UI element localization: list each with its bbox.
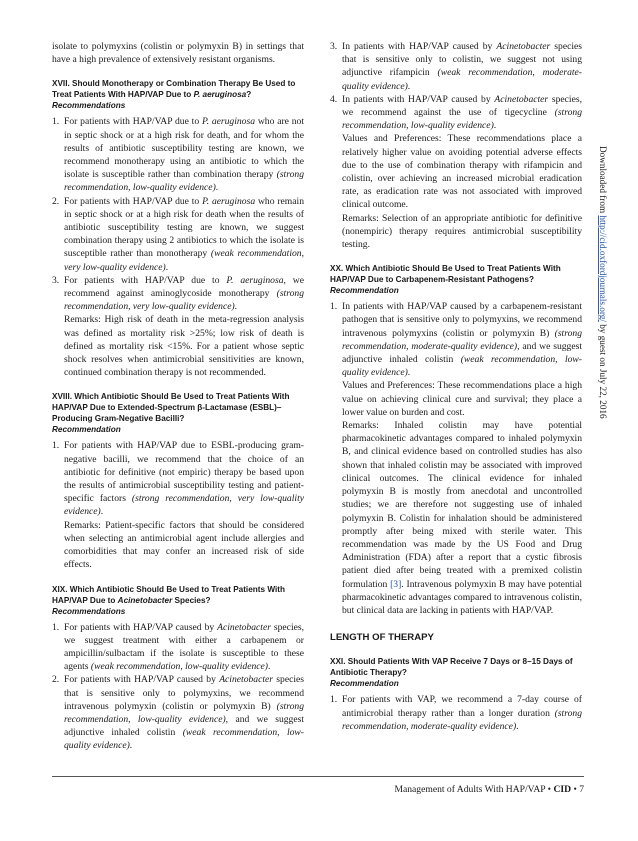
left-column: [52, 40, 304, 753]
footer-bullet: •: [547, 784, 552, 795]
section-21-rec-label: Recommendation: [330, 679, 399, 689]
footer-title: Management of Adults With HAP/VAP: [394, 784, 546, 795]
section-20-rec-label: Recommendation: [330, 286, 399, 296]
section-19-rec-label: Recommendations: [52, 606, 126, 616]
right-column: [330, 40, 582, 733]
section-20-heading: XX. Which Antibiotic Should Be Used to Treat Patients With HAP/VAP Due to Carbapenem-Resistant Pathogens?: [330, 264, 561, 285]
footer-bullet: •: [573, 784, 577, 795]
footer-journal: CID: [553, 784, 572, 795]
rec-item: 3. In patients with HAP/VAP caused by Acinetobacter species that is sensitive only to colistin, we suggest not using adjunctive rifampicin (weak recommendation, moderate-quality evidence).: [330, 41, 582, 92]
length-of-therapy-heading: LENGTH OF THERAPY: [330, 632, 434, 644]
section-19-heading: XIX. Which Antibiotic Should Be Used to Treat Patients With HAP/VAP Due to Acinetobacter Species?: [52, 584, 285, 605]
side-note-pre: Downloaded from: [598, 146, 608, 216]
rec-item: 2. For patients with HAP/VAP due to P. aeruginosa who remain in septic shock or at a high risk for death when the results of antibiotic susceptibility testing are known, we suggest combination therapy using 2 antibiotics to which the isolate is susceptible rather than monotherapy (weak recommendation, very low-quality evidence).: [52, 195, 305, 273]
section-20-remark: Remarks: Inhaled colistin may have potential pharmacokinetic advantages compared to inhaled polymyxin B, and clinical evidence based on controlled studies has also shown that inhaled colistin may be associated with improved clinical outcomes. The clinical evidence for inhaled polymyxin B is mostly from anecdotal and uncontrolled studies; we are therefore not suggesting use of inhaled polymyxin B. Colistin for inhalation should be administered promptly after being mixed with sterile water. This recommendation was made by the US Food and Drug Administration (FDA) after a report that a cystic fibrosis patient died after being treated with a premixed colistin formulation [3]. Intravenous polymyxin B may have potential pharmacokinetic advantages compared to intravenous colistin, but clinical data are lacking in patients with HAP/VAP.: [342, 420, 582, 616]
intro-paragraph: isolate to polymyxins (colistin or polymyxin B) in settings that have a high prevalence of extensively resistant organisms.: [52, 41, 304, 66]
citation-link[interactable]: [3]: [390, 578, 402, 590]
svg-text:Downloaded from http://cid.oxf: [598, 146, 608, 419]
download-watermark: [590, 140, 626, 700]
section-18-remark: Remarks: Patient-specific factors that should be considered when selecting an antimicrobial agent include allergies and comorbidities that may confer an increased risk of side effects.: [64, 519, 304, 571]
rec-item: 1. In patients with HAP/VAP caused by a carbapenem-resistant pathogen that is sensitive only to polymyxins, we recommend intravenous polymyxins (colistin or polymyxin B) (strong recommendation, moderate-quality evidence), and we suggest adjunctive inhaled colistin (weak recommendation, low-quality evidence).: [330, 301, 583, 379]
section-17-heading: XVII. Should Monotherapy or Combination Therapy Be Used to Treat Patients With HAP/VAP Due to P. aeruginosa?: [52, 79, 296, 100]
side-note-post: by guest on July 22, 2016: [598, 321, 608, 419]
section-20-values: Values and Preferences: These recommendations place a high value on achieving clinical cure and survival; they place a lower value on burden and cost.: [342, 380, 582, 418]
rec-item: 2. For patients with HAP/VAP caused by Acinetobacter species that is sensitive only to polymyxins, we recommend intravenous polymyxin (colistin or polymyxin B) (strong recommendation, low-quality evidence), and we suggest adjunctive inhaled colistin (weak recommendation, low-quality evidence).: [52, 674, 305, 752]
rec-item: 1. For patients with VAP, we recommend a 7-day course of antimicrobial therapy rather than a longer duration (strong recommendation, moderate-quality evidence).: [330, 694, 582, 732]
section-21-heading: XXI. Should Patients With VAP Receive 7 Days or 8–15 Days of Antibiotic Therapy?: [330, 657, 573, 678]
side-note-url[interactable]: http://cid.oxfordjournals.org/: [598, 215, 608, 322]
section-19-values: Values and Preferences: These recommendations place a relatively higher value on avoiding potential adverse effects due to the use of combination therapy with rifampicin and colistin, over achieving an increased microbial eradication rate, as eradication rate was not associated with improved clinical outcome.: [342, 133, 582, 211]
rec-item: 3. For patients with HAP/VAP due to P. aeruginosa, we recommend against aminoglycoside monotherapy (strong recommendation, very low-quality evidence).: [52, 274, 304, 313]
rec-item: 4. In patients with HAP/VAP caused by Acinetobacter species, we recommend against the use of tigecycline (strong recommendation, low-quality evidence).: [330, 93, 582, 132]
rec-item: 1. For patients with HAP/VAP due to ESBL-producing gram-negative bacilli, we recommend that the choice of an antibiotic for definitive (not empiric) therapy be based upon the results of antimicrobial susceptibility testing and patient-specific factors (strong recommendation, very low-quality evidence).: [52, 440, 304, 518]
rec-item: 1. For patients with HAP/VAP caused by Acinetobacter species, we suggest treatment with either a carbapenem or ampicillin/sulbactam if the isolate is susceptible to these agents (weak recommendation, low-quality evidence).: [52, 621, 304, 673]
section-17-remark: Remarks: High risk of death in the meta-regression analysis was defined as mortality risk >25%; low risk of death is defined as mortality risk <15%. For a patient whose septic shock resolves when antimicrobial sensitivities are known, continued combination therapy is not recommended.: [64, 314, 304, 379]
section-18-heading: XVIII. Which Antibiotic Should Be Used to Treat Patients With HAP/VAP Due to Extended-Spectrum β-Lactamase (ESBL)–Producing Gram-Negative Bacilli?: [52, 392, 290, 424]
page-footer: [0, 784, 584, 795]
section-18-rec-label: Recommendation: [52, 425, 121, 435]
page-number: 7: [579, 784, 584, 795]
section-17-rec-label: Recommendations: [52, 101, 126, 111]
rec-item: 1. For patients with HAP/VAP due to P. aeruginosa who are not in septic shock or at a high risk for death, and for whom the results of antibiotic susceptibility testing are known, we recommend monotherapy using an antibiotic to which the isolate is susceptible rather than combination therapy (strong recommendation, low-quality evidence).: [52, 116, 304, 194]
footer-rule: [52, 776, 584, 777]
section-19-remark: Remarks: Selection of an appropriate antibiotic for definitive (nonempiric) therapy requires antimicrobial susceptibility testing.: [342, 212, 582, 251]
